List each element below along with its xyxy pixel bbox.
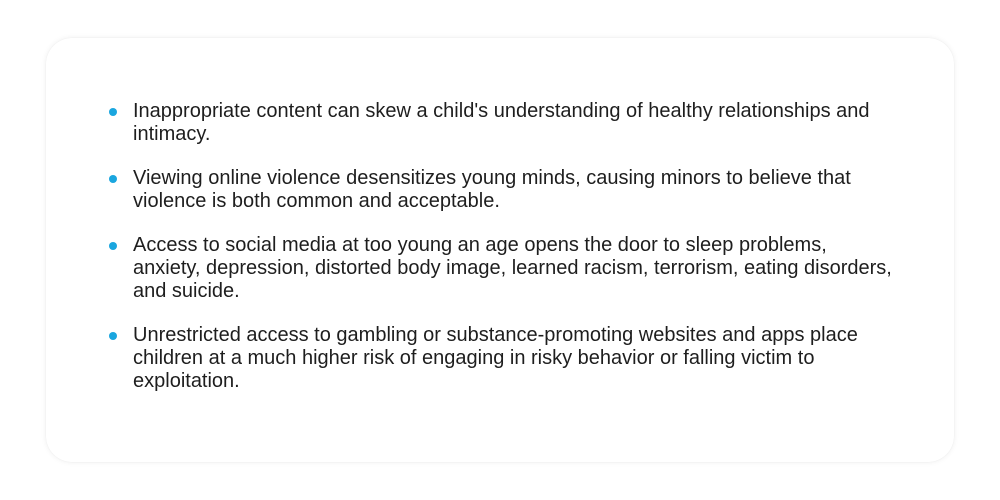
list-item [133, 167, 893, 213]
list-item [133, 324, 893, 393]
list-item-text: Access to social media at too young an age opens the door to sleep problems, anxiety, depression, distorted body image, learned racism, terrorism, eating disorders, and suicide. [133, 234, 892, 302]
list-item-text: Viewing online violence desensitizes young minds, causing minors to believe that violence is both common and acceptable. [133, 167, 851, 212]
list-item [133, 100, 893, 146]
list-item-text: Inappropriate content can skew a child's understanding of healthy relationships and intimacy. [133, 100, 870, 145]
risk-list [133, 100, 893, 414]
bullet-dot-icon [109, 108, 117, 116]
bullet-dot-icon [109, 242, 117, 250]
content-card [46, 38, 954, 462]
list-item [133, 234, 893, 303]
list-item-text: Unrestricted access to gambling or substance-promoting websites and apps place children at a much higher risk of engaging in risky behavior or falling victim to exploitation. [133, 324, 858, 392]
bullet-dot-icon [109, 332, 117, 340]
bullet-dot-icon [109, 175, 117, 183]
